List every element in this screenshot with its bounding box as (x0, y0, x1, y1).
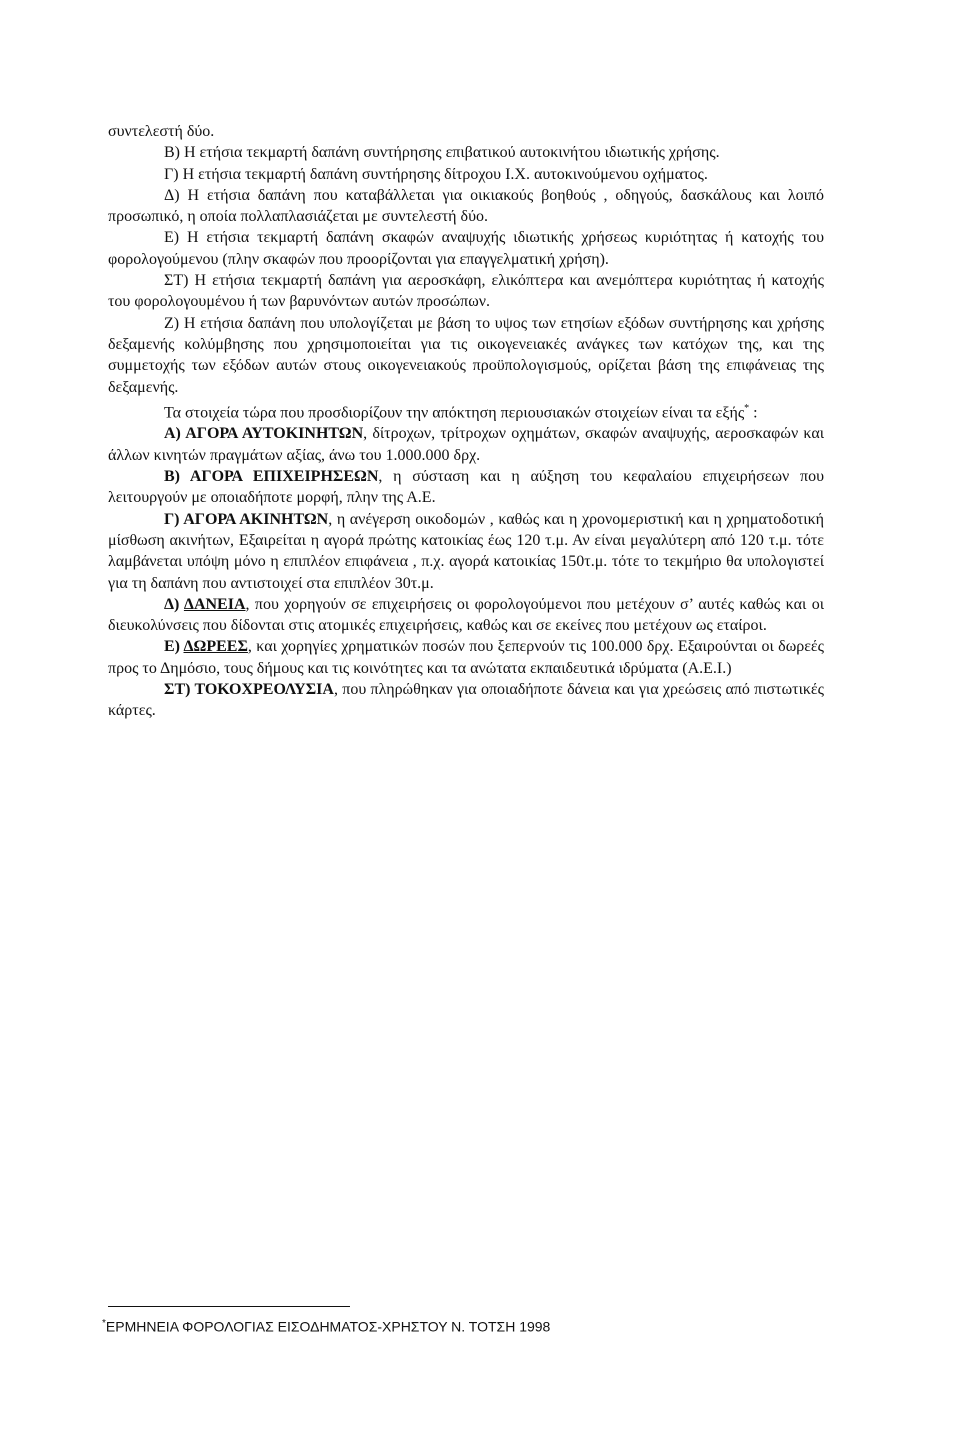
footnote-reference: * (744, 402, 750, 414)
paragraph-acq-d (108, 594, 824, 637)
paragraph-acq-a (108, 423, 824, 466)
paragraph-acq-st (108, 679, 824, 722)
paragraph-item-e: Ε) Η ετήσια τεκμαρτή δαπάνη σκαφών αναψυχής ιδιωτικής χρήσεως κυριότητας ή κατοχής του φορολογούμενου (πλην σκαφών που προορίζονται για επαγγελματική χρήση). (108, 229, 824, 268)
footnote-text: ΕΡΜΗΝΕΙΑ ΦΟΡΟΛΟΓΙΑΣ ΕΙΣΟΔΗΜΑΤΟΣ-ΧΡΗΣΤΟΥ Ν. ΤΟΤΣΗ 1998 (105, 1318, 551, 1335)
paragraph-item-b: Β) Η ετήσια τεκμαρτή δαπάνη συντήρησης επιβατικού αυτοκινήτου ιδιωτικής χρήσης. (164, 144, 720, 162)
heading-loan-repayments: ΣΤ) ΤΟΚΟΧΡΕΟΛΥΣΙΑ (164, 681, 334, 699)
body-text: , η ανέγερση οικοδομών , καθώς και η χρονομεριστική και η χρηματοδοτική μίσθωση ακινήτων, Εξαιρείται η αγορά πρώτης κατοικίας έως 120 τ.μ. Αν είναι μεγαλύτερη από 120 τ.μ. τότε λαμβάνεται υπόψη μόνο η επιπλέον επιφάνεια , π.χ. αγορά κατοικίας 150τ.μ. τότε το τεκμήριο θα υπολογιστεί για τη δαπάνη που αντιστοιχεί στα επιπλέον 30τ.μ. (108, 510, 825, 592)
paragraph-item-d: Δ) Η ετήσια δαπάνη που καταβάλλεται για οικιακούς βοηθούς , οδηγούς, δασκάλους και λοιπό προσωπικό, η οποία πολλαπλασιάζεται με συντελεστή δύο. (108, 186, 824, 226)
intro-text: Τα στοιχεία τώρα που προσδιορίζουν την απόκτηση περιουσιακών στοιχείων είναι τα εξής (164, 404, 745, 422)
body-text: , και χορηγίες χρηματικών ποσών που ξεπερνούν τις 100.000 δρχ. Εξαιρούνται οι δωρεές προς το Δημόσιο, τους δήμους και τις κοινότητες και τα ανώτατα εκπαιδευτικά ιδρύματα (Α.Ε.Ι.) (108, 638, 824, 677)
body-text: , που χορηγούν σε επιχειρήσεις οι φορολογούμενοι που μετέχουν σ’ αυτές καθώς και οι διευκολύνσεις που δίδονται στις ατομικές επιχειρήσεις, καθώς και σε εκείνες που μετέχουν ως εταίροι. (108, 595, 824, 635)
footnote-mark: * (102, 1318, 106, 1329)
paragraph-item-z: Ζ) Η ετήσια δαπάνη που υπολογίζεται με βάση το υψος των ετησίων εξόδων συντήρησης και χρήσης δεξαμενής κολύμβησης που χρησιμοποιείται για τις οικογενειακές ανάγκες των κατόχων της, και της συμμετοχής των εξόδων αυτών στους οικογενειακούς προϋπολογισμούς, ορίζεται βάση της επιφάνειας της δεξαμενής. (108, 314, 824, 396)
heading-business-purchase: Β) ΑΓΟΡΑ ΕΠΙΧΕΙΡΗΣΕΩΝ (164, 468, 379, 486)
intro-tail: : (749, 404, 758, 422)
prefix: Ε) (164, 638, 184, 656)
paragraph-intro-acquisition (108, 398, 824, 424)
footnote-separator (108, 1306, 350, 1307)
paragraph-acq-e (108, 636, 824, 679)
prefix: Δ) (164, 595, 184, 613)
footnote (102, 1318, 550, 1335)
paragraph-item-c: Γ) Η ετήσια τεκμαρτή δαπάνη συντήρησης δίτροχου Ι.Χ. αυτοκινούμενου οχήματος. (164, 165, 708, 183)
body-text: , δίτροχων, τρίτροχων οχημάτων, σκαφών αναψυχής, αεροσκαφών και άλλων κινητών πραγμάτων αξίας, άνω του 1.000.000 δρχ. (108, 425, 825, 464)
paragraph-item-st: ΣΤ) Η ετήσια τεκμαρτή δαπάνη για αεροσκάφη, ελικόπτερα και ανεμόπτερα κυριότητας ή κατοχής του φορολογουμένου ή των βαρυνόντων αυτών προσώπων. (108, 272, 824, 311)
document-body (108, 121, 824, 722)
heading-property-purchase: Γ) ΑΓΟΡΑ ΑΚΙΝΗΤΩΝ (164, 510, 329, 528)
paragraph-acq-b (108, 466, 824, 509)
body-text: , που πληρώθηκαν για οποιαδήποτε δάνεια και για χρεώσεις από πιστωτικές κάρτες. (108, 681, 824, 720)
paragraph-continuation: συντελεστή δύο. (108, 123, 215, 140)
body-text: , η σύσταση και η αύξηση του κεφαλαίου επιχειρήσεων που λειτουργούν με οποιαδήποτε μορφή, πλην της Α.Ε. (108, 468, 825, 507)
heading-loans: ΔΑΝΕΙΑ (183, 595, 246, 613)
heading-donations: ΔΩΡΕΕΣ (183, 638, 248, 656)
heading-vehicle-purchase: Α) ΑΓΟΡΑ ΑΥΤΟΚΙΝΗΤΩΝ (164, 425, 364, 443)
paragraph-acq-c (108, 509, 824, 594)
